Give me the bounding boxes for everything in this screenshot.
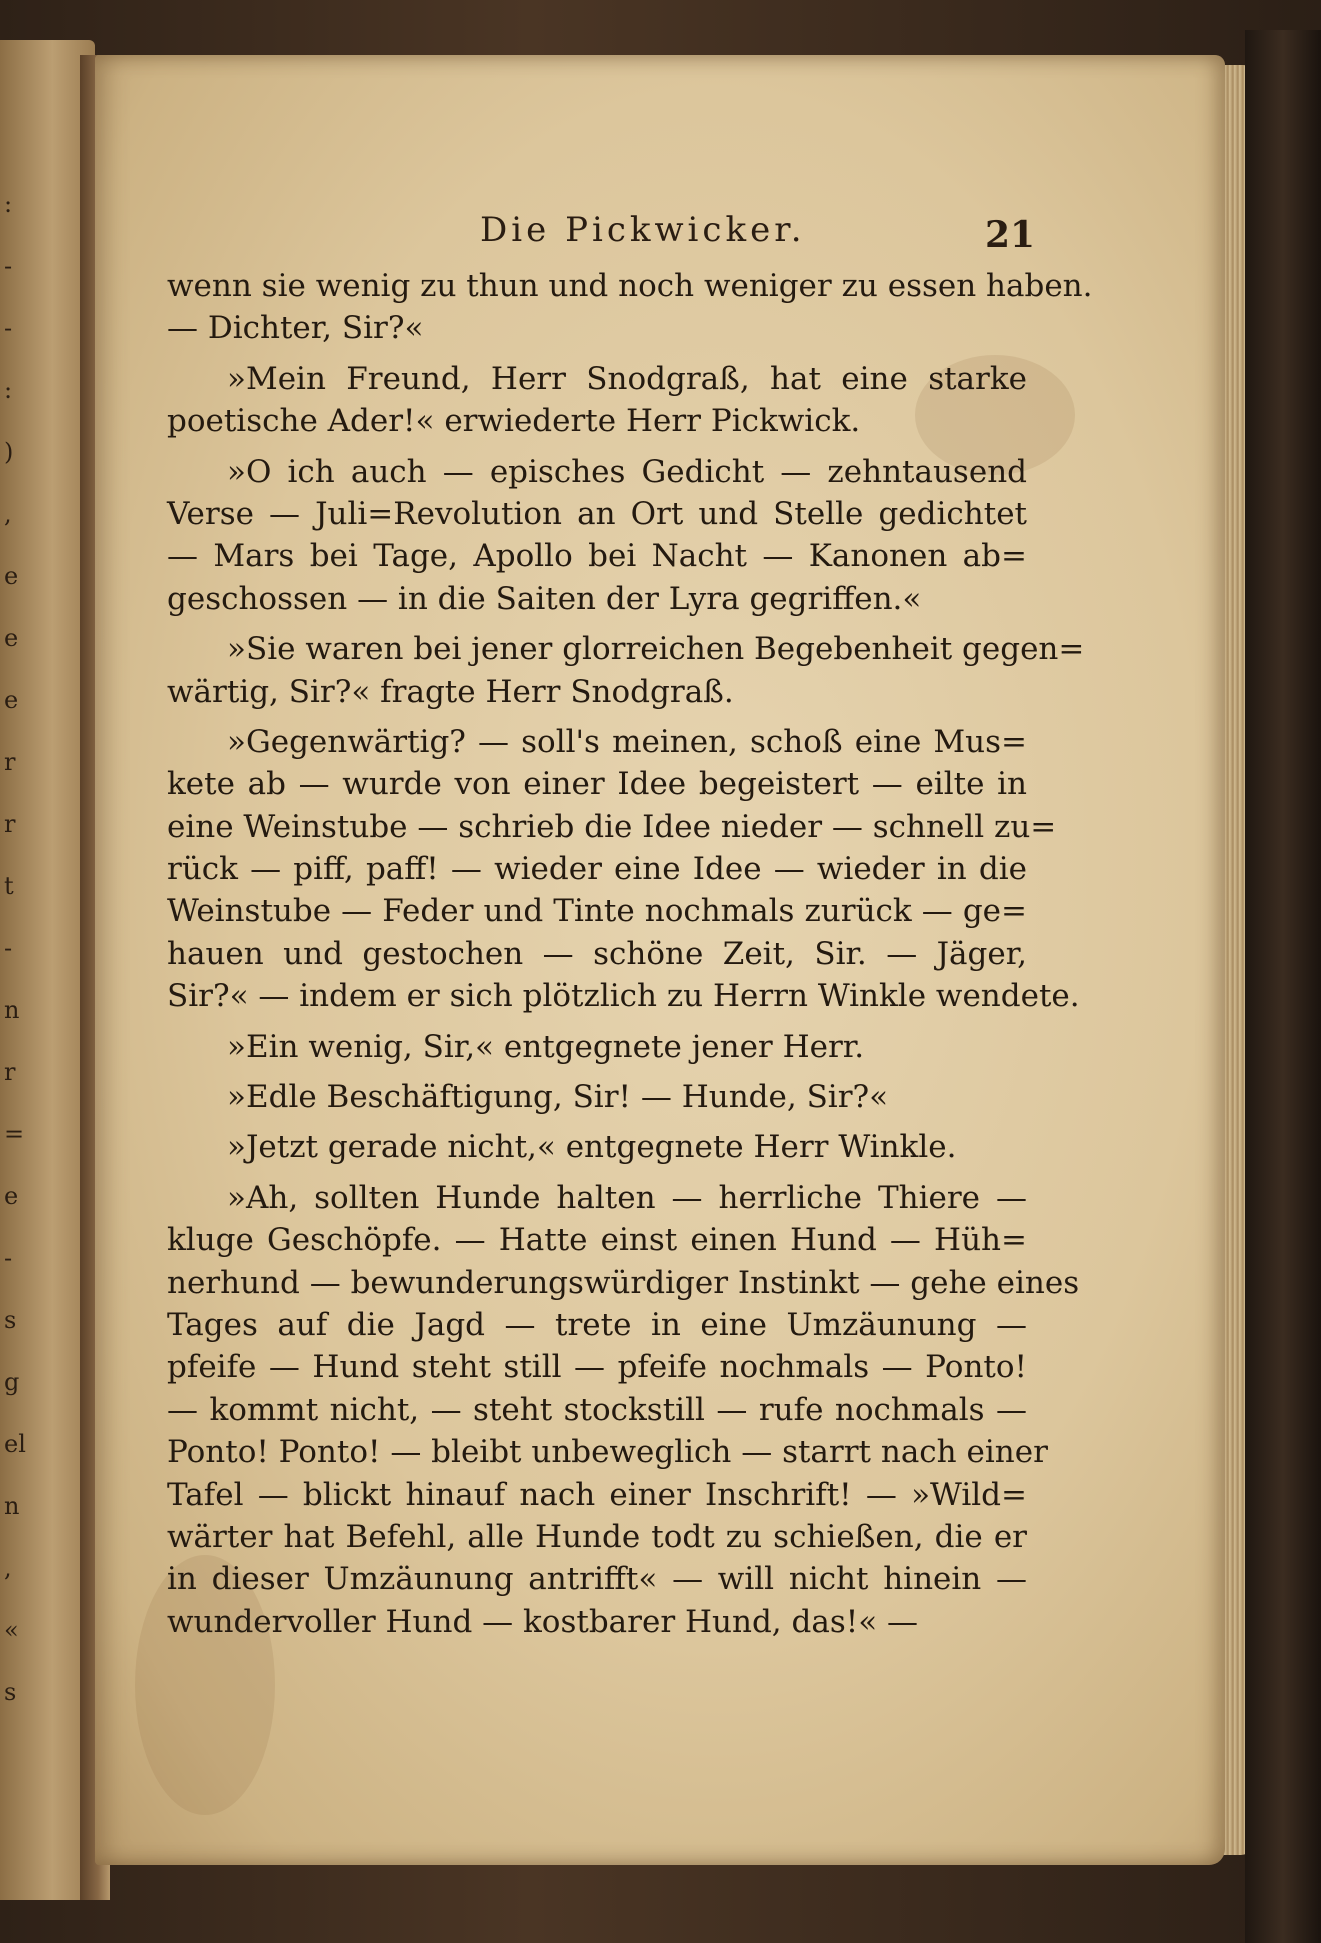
text-line: pfeife — Hund steht still — pfeife nochmals — Ponto! (167, 1349, 1027, 1386)
left-margin-char: - (4, 252, 13, 280)
left-margin-char: - (4, 314, 13, 342)
text-line: wärtig, Sir?« fragte Herr Snodgraß. (167, 673, 734, 710)
left-margin-char: r (4, 1058, 16, 1086)
left-margin-char: el (4, 1430, 26, 1458)
paragraph-gap (167, 1169, 1027, 1177)
paragraph-gap (167, 1068, 1027, 1076)
text-line: in dieser Umzäunung antrifft« — will nicht hinein — (167, 1561, 1027, 1598)
text-line: Ponto! Ponto! — bleibt unbeweglich — starrt nach einer (167, 1434, 1048, 1471)
running-title: Die Pickwicker. (480, 210, 806, 250)
text-line: »Mein Freund, Herr Snodgraß, hat eine starke (227, 360, 1027, 397)
text-line: geschossen — in die Saiten der Lyra gegriffen.« (167, 580, 922, 617)
left-margin-char: = (4, 1120, 25, 1148)
paragraph-gap (167, 620, 1027, 628)
text-line: Tages auf die Jagd — trete in eine Umzäunung — (167, 1306, 1027, 1343)
body-text (167, 265, 1093, 1643)
left-margin-char: « (4, 1616, 19, 1644)
left-margin-char: , (4, 500, 12, 528)
text-line: nerhund — bewunderungswürdiger Instinkt — gehe eines (167, 1264, 1080, 1301)
left-margin-char: s (4, 1678, 17, 1706)
text-line: Weinstube — Feder und Tinte nochmals zurück — ge= (167, 893, 1027, 930)
left-margin-char: t (4, 872, 14, 900)
left-margin-char: s (4, 1306, 17, 1334)
page-number: 21 (985, 214, 1036, 256)
text-line: Verse — Juli=Revolution an Ort und Stelle gedichtet (167, 495, 1027, 532)
left-margin-char: e (4, 624, 19, 652)
left-margin-char: - (4, 1244, 13, 1272)
page-header (95, 200, 1225, 260)
left-margin-char: e (4, 1182, 19, 1210)
left-margin-text (4, 40, 24, 1900)
left-margin-char: e (4, 686, 19, 714)
text-line: »Jetzt gerade nicht,« entgegnete Herr Winkle. (227, 1129, 957, 1166)
paragraph-gap (167, 713, 1027, 721)
text-line: — Mars bei Tage, Apollo bei Nacht — Kanonen ab= (167, 538, 1027, 575)
text-line: wundervoller Hund — kostbarer Hund, das!« — (167, 1603, 919, 1640)
paragraph-gap (167, 1118, 1027, 1126)
paragraph-gap (167, 443, 1027, 451)
book-page (95, 55, 1225, 1865)
text-line: — kommt nicht, — steht stockstill — rufe nochmals — (167, 1391, 1027, 1428)
book-cover-edge (1245, 30, 1321, 1943)
text-line: hauen und gestochen — schöne Zeit, Sir. — Jäger, (167, 935, 1027, 972)
text-line: wärter hat Befehl, alle Hunde todt zu schießen, die er (167, 1518, 1027, 1555)
text-line: »Edle Beschäftigung, Sir! — Hunde, Sir?« (227, 1079, 889, 1116)
text-line: rück — piff, paff! — wieder eine Idee — wieder in die (167, 851, 1027, 888)
left-margin-char: r (4, 810, 16, 838)
left-margin-char: , (4, 1554, 12, 1582)
text-line: wenn sie wenig zu thun und noch weniger zu essen haben. (167, 268, 1093, 304)
text-line: eine Weinstube — schrieb die Idee nieder — schnell zu= (167, 808, 1057, 845)
text-line: kete ab — wurde von einer Idee begeistert — eilte in (167, 766, 1027, 803)
text-line: Tafel — blickt hinauf nach einer Inschrift! — »Wild= (167, 1476, 1027, 1513)
text-line: »O ich auch — episches Gedicht — zehntausend (227, 453, 1027, 490)
text-line: »Sie waren bei jener glorreichen Begebenheit gegen= (227, 631, 1085, 668)
left-margin-char: : (4, 190, 13, 218)
text-line: Sir?« — indem er sich plötzlich zu Herrn Winkle wendete. (167, 978, 1080, 1015)
paragraph-gap (167, 350, 1027, 358)
left-margin-char: g (4, 1368, 20, 1396)
paragraph-gap (167, 1018, 1027, 1026)
left-margin-char: ) (4, 438, 14, 466)
left-margin-char: n (4, 1492, 20, 1520)
left-margin-char: n (4, 996, 20, 1024)
left-margin-char: - (4, 934, 13, 962)
text-line: »Ah, sollten Hunde halten — herrliche Thiere — (227, 1179, 1027, 1216)
text-line: »Gegenwärtig? — soll's meinen, schoß eine Mus= (227, 723, 1027, 760)
text-line: — Dichter, Sir?« (167, 310, 424, 347)
left-margin-char: : (4, 376, 13, 404)
text-line: »Ein wenig, Sir,« entgegnete jener Herr. (227, 1028, 865, 1065)
left-margin-char: e (4, 562, 19, 590)
text-line: poetische Ader!« erwiederte Herr Pickwick. (167, 403, 861, 440)
left-margin-char: r (4, 748, 16, 776)
text-line: kluge Geschöpfe. — Hatte einst einen Hund — Hüh= (167, 1222, 1027, 1259)
